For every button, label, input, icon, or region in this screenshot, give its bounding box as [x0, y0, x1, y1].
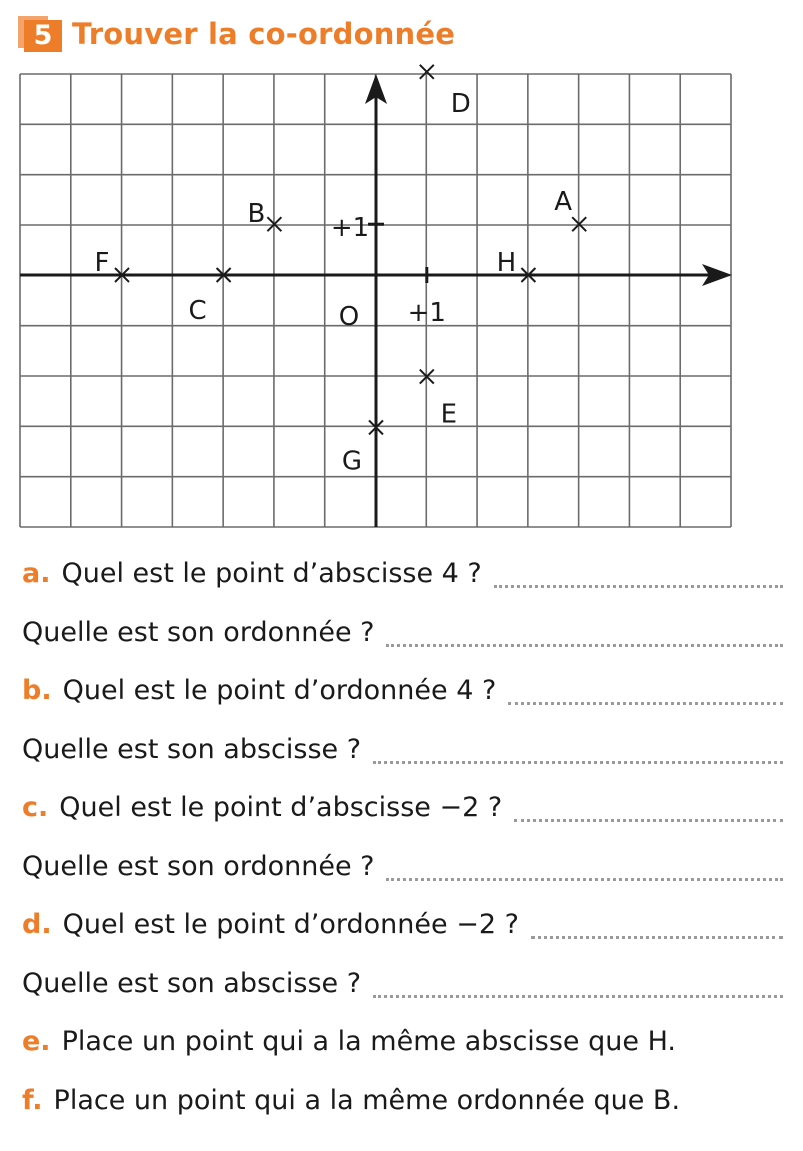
question-letter: a.: [22, 558, 51, 589]
question-d-followup: [22, 968, 783, 1008]
x-unit-label: +1: [407, 298, 446, 328]
question-text: Quel est le point d’abscisse −2 ?: [59, 792, 503, 823]
question-e: [22, 1026, 783, 1066]
question-text: Quelle est son abscisse ?: [22, 968, 362, 999]
question-letter: e.: [22, 1026, 51, 1057]
answer-line-d[interactable]: [531, 936, 783, 939]
question-c: [22, 792, 783, 832]
answer-line-d2[interactable]: [373, 995, 783, 998]
question-text: Quelle est son ordonnée ?: [22, 851, 375, 882]
question-letter: d.: [22, 909, 52, 940]
question-b: [22, 675, 783, 715]
question-text: Place un point qui a la même ordonnée que B.: [53, 1085, 681, 1116]
exercise-number: 5: [24, 20, 62, 52]
origin-label: O: [338, 302, 360, 332]
point-c-label: C: [188, 296, 207, 326]
point-h-label: H: [496, 248, 517, 278]
question-c-followup: [22, 851, 783, 891]
question-text: Quel est le point d’abscisse 4 ?: [61, 558, 482, 589]
question-letter: c.: [22, 792, 49, 823]
answer-line-a2[interactable]: [386, 644, 783, 647]
point-b-label: B: [247, 199, 266, 230]
question-f: [22, 1085, 783, 1125]
question-text: Quel est le point d’ordonnée 4 ?: [62, 675, 497, 706]
answer-line-c[interactable]: [514, 819, 783, 822]
question-text: Quelle est son abscisse ?: [22, 734, 362, 765]
answer-line-c2[interactable]: [386, 878, 783, 881]
answer-line-a[interactable]: [494, 585, 783, 588]
point-f-label: F: [94, 248, 110, 278]
point-d-label: D: [450, 88, 471, 119]
question-text: Quel est le point d’ordonnée −2 ?: [62, 909, 519, 940]
question-letter: b.: [22, 675, 52, 706]
question-d: [22, 909, 783, 949]
question-b-followup: [22, 734, 783, 774]
point-g-label: G: [341, 446, 363, 477]
exercise-title: Trouver la co-ordonnée: [72, 17, 456, 51]
question-text: Place un point qui a la même abscisse que H.: [61, 1026, 676, 1057]
point-e-label: E: [440, 399, 458, 430]
question-a-followup: [22, 617, 783, 657]
coordinate-grid: [0, 0, 803, 540]
question-a: [22, 558, 783, 598]
y-unit-label: +1: [330, 213, 370, 243]
question-text: Quelle est son ordonnée ?: [22, 617, 375, 648]
point-a-label: A: [554, 187, 573, 218]
answer-line-b[interactable]: [508, 702, 783, 705]
question-letter: f.: [22, 1085, 43, 1116]
answer-line-b2[interactable]: [373, 761, 783, 764]
